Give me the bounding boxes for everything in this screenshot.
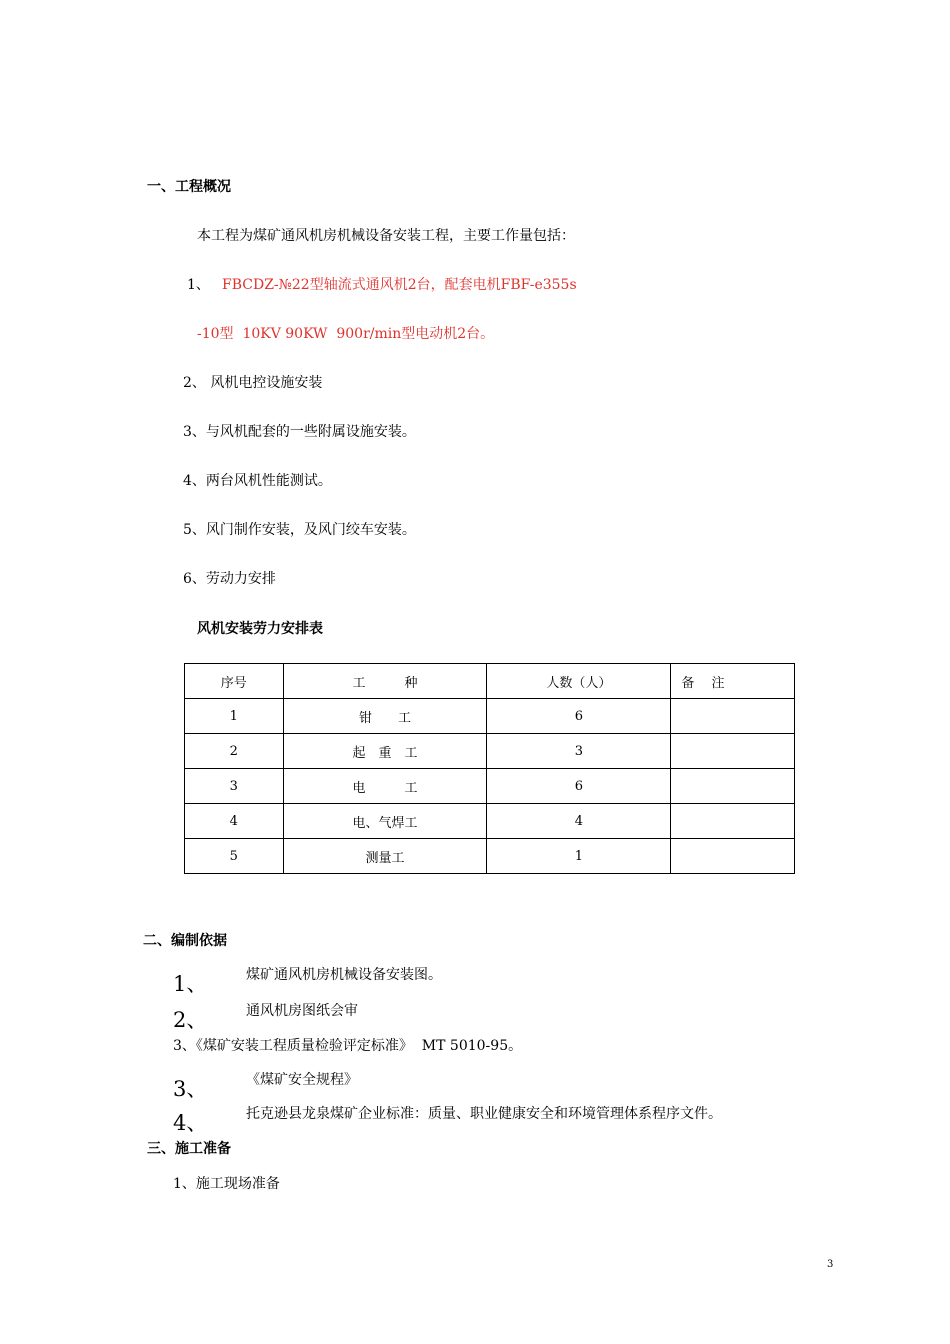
basis-item3-number: 3、 bbox=[173, 1077, 208, 1101]
cell-note bbox=[671, 734, 795, 769]
header-note: 备 注 bbox=[671, 664, 795, 699]
section3-item1: 1、施工现场准备 bbox=[173, 1176, 280, 1192]
section2-title: 二、编制依据 bbox=[143, 933, 227, 949]
cell-count: 3 bbox=[487, 734, 671, 769]
cell-count: 4 bbox=[487, 804, 671, 839]
cell-note bbox=[671, 839, 795, 874]
cell-seq: 1 bbox=[185, 699, 284, 734]
item4: 4、两台风机性能测试。 bbox=[183, 473, 332, 489]
header-seq: 序号 bbox=[185, 664, 284, 699]
table-row bbox=[185, 769, 795, 804]
cell-note bbox=[671, 769, 795, 804]
cell-note bbox=[671, 699, 795, 734]
cell-count: 1 bbox=[487, 839, 671, 874]
section1-intro: 本工程为煤矿通风机房机械设备安装工程，主要工作量包括： bbox=[197, 228, 575, 244]
cell-trade: 起 重 工 bbox=[283, 734, 487, 769]
basis-item3-text: 《煤矿安全规程》 bbox=[246, 1072, 358, 1088]
cell-note bbox=[671, 804, 795, 839]
cell-seq: 3 bbox=[185, 769, 284, 804]
table-row bbox=[185, 839, 795, 874]
item3: 3、与风机配套的一些附属设施安装。 bbox=[183, 424, 416, 440]
item6: 6、劳动力安排 bbox=[183, 571, 276, 587]
labor-table bbox=[184, 663, 795, 874]
cell-count: 6 bbox=[487, 699, 671, 734]
basis-item4-text: 托克逊县龙泉煤矿企业标准：质量、职业健康安全和环境管理体系程序文件。 bbox=[246, 1106, 722, 1122]
section3-title: 三、施工准备 bbox=[147, 1141, 231, 1157]
item1-line1: FBCDZ-№22型轴流式通风机2台，配套电机FBF-e355s bbox=[222, 277, 577, 293]
item1-line2: -10型 10KV 90KW 900r/min型电动机2台。 bbox=[197, 326, 495, 342]
basis-item1-number: 1、 bbox=[173, 972, 208, 996]
cell-seq: 2 bbox=[185, 734, 284, 769]
cell-trade: 测量工 bbox=[283, 839, 487, 874]
basis-item2-text: 通风机房图纸会审 bbox=[246, 1003, 358, 1019]
cell-trade: 电、气焊工 bbox=[283, 804, 487, 839]
page-number: 3 bbox=[827, 1259, 834, 1270]
header-count: 人数（人） bbox=[487, 664, 671, 699]
basis-item-standard: 3、《煤矿安装工程质量检验评定标准》 MT 5010-95。 bbox=[173, 1038, 523, 1054]
cell-count: 6 bbox=[487, 769, 671, 804]
table-header-row bbox=[185, 664, 795, 699]
table-caption: 风机安装劳力安排表 bbox=[197, 621, 323, 637]
section1-title: 一、工程概况 bbox=[147, 179, 231, 195]
basis-item4-number: 4、 bbox=[173, 1111, 208, 1135]
header-trade: 工 种 bbox=[283, 664, 487, 699]
table-row bbox=[185, 699, 795, 734]
cell-trade: 钳 工 bbox=[283, 699, 487, 734]
cell-seq: 4 bbox=[185, 804, 284, 839]
basis-item1-text: 煤矿通风机房机械设备安装图。 bbox=[246, 967, 442, 983]
table-row bbox=[185, 734, 795, 769]
cell-trade: 电 工 bbox=[283, 769, 487, 804]
cell-seq: 5 bbox=[185, 839, 284, 874]
item1-number: 1、 bbox=[187, 277, 210, 293]
item5: 5、风门制作安装，及风门绞车安装。 bbox=[183, 522, 416, 538]
basis-item2-number: 2、 bbox=[173, 1008, 208, 1032]
table-row bbox=[185, 804, 795, 839]
item2: 2、 风机电控设施安装 bbox=[183, 375, 323, 391]
